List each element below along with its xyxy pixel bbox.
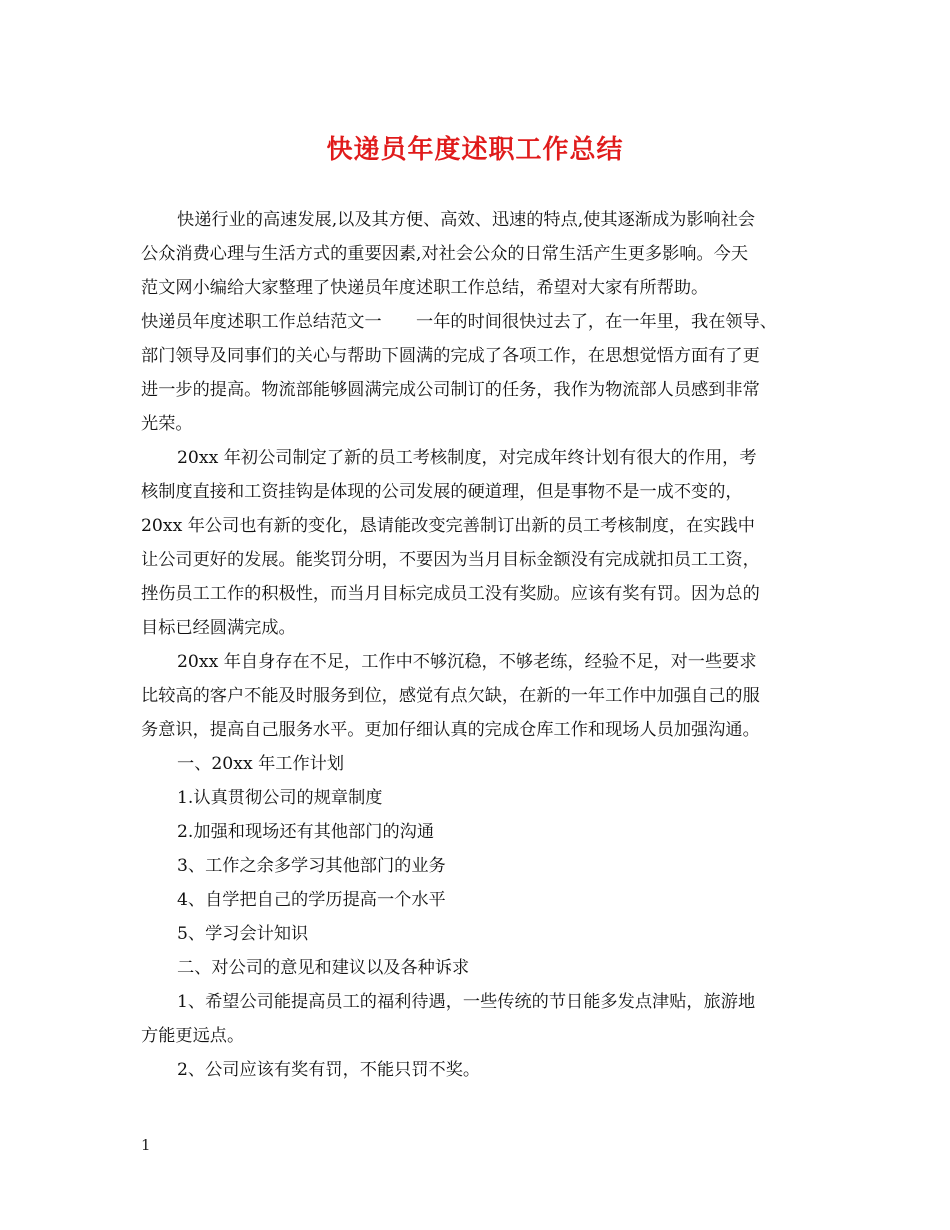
list-item: 1.认真贯彻公司的规章制度 (177, 788, 383, 808)
paragraph-line: 20xx 年公司也有新的变化，恳请能改变完善制订出新的员工考核制度，在实践中 (141, 516, 755, 536)
paragraph-line: 20xx 年初公司制定了新的员工考核制度，对完成年终计划有很大的作用，考 (177, 448, 757, 468)
paragraph-line: 快递员年度述职工作总结范文一 一年的时间很快过去了，在一年里，我在领导、 (141, 312, 777, 332)
paragraph-line: 部门领导及同事们的关心与帮助下圆满的完成了各项工作，在思想觉悟方面有了更 (141, 346, 760, 366)
paragraph-line: 让公司更好的发展。能奖罚分明，不要因为当月目标金额没有完成就扣员工工资， (141, 550, 760, 570)
document-title: 快递员年度述职工作总结 (326, 135, 624, 165)
paragraph-line: 目标已经圆满完成。 (141, 618, 296, 638)
paragraph-line: 比较高的客户不能及时服务到位，感觉有点欠缺，在新的一年工作中加强自己的服 (141, 686, 760, 706)
paragraph-line: 公众消费心理与生活方式的重要因素,对社会公众的日常生活产生更多影响。今天 (141, 244, 749, 264)
paragraph-line: 进一步的提高。物流部能够圆满完成公司制订的任务，我作为物流部人员感到非常 (141, 380, 760, 400)
list-item: 5、学习会计知识 (177, 924, 309, 944)
paragraph-line: 务意识，提高自己服务水平。更加仔细认真的完成仓库工作和现场人员加强沟通。 (141, 720, 760, 740)
document-body (141, 203, 831, 1087)
paragraph-line: 快递行业的高速发展,以及其方便、高效、迅速的特点,使其逐渐成为影响社会 (177, 210, 756, 230)
paragraph-line: 光荣。 (141, 414, 193, 434)
section-heading: 二、对公司的意见和建议以及各种诉求 (177, 958, 470, 978)
page-number: 1 (141, 1136, 151, 1154)
list-item: 4、自学把自己的学历提高一个水平 (177, 890, 446, 910)
section-heading: 一、20xx 年工作计划 (177, 754, 345, 774)
paragraph-line: 核制度直接和工资挂钩是体现的公司发展的硬道理，但是事物不是一成不变的， (141, 482, 743, 502)
paragraph-line: 20xx 年自身存在不足，工作中不够沉稳，不够老练，经验不足，对一些要求 (177, 652, 757, 672)
paragraph-line: 方能更远点。 (141, 1026, 245, 1046)
paragraph-line: 范文网小编给大家整理了快递员年度述职工作总结，希望对大家有所帮助。 (141, 278, 709, 298)
list-item: 1、希望公司能提高员工的福利待遇，一些传统的节日能多发点津贴，旅游地 (177, 992, 756, 1012)
paragraph-line: 挫伤员工工作的积极性，而当月目标完成员工没有奖励。应该有奖有罚。因为总的 (141, 584, 760, 604)
list-item: 2.加强和现场还有其他部门的沟通 (177, 822, 435, 842)
list-item: 3、工作之余多学习其他部门的业务 (177, 856, 446, 876)
list-item: 2、公司应该有奖有罚，不能只罚不奖。 (177, 1060, 481, 1080)
